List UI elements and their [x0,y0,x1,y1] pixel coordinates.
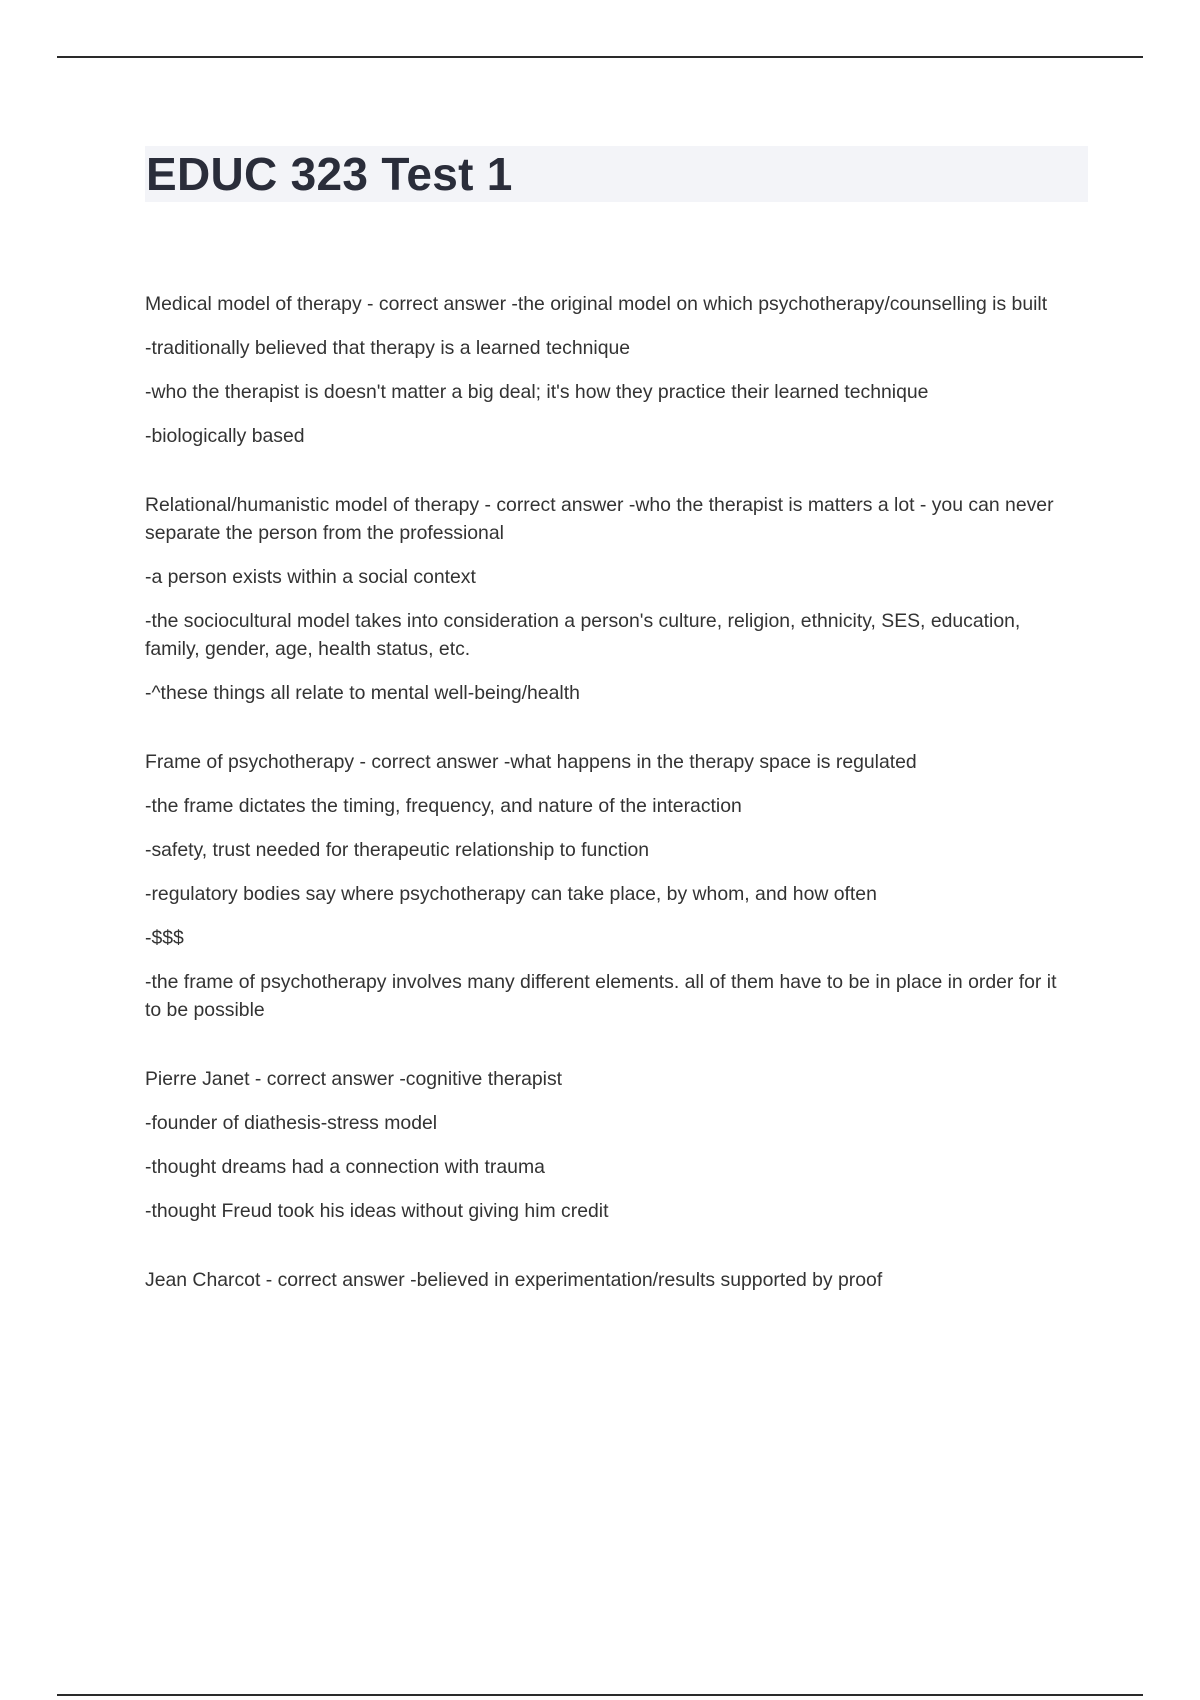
page-title: EDUC 323 Test 1 [146,148,513,200]
card-answer-line: -who the therapist is doesn't matter a big deal; it's how they practice their learned technique [145,381,929,403]
card-answer-line: -^these things all relate to mental well-being/health [145,682,580,704]
card-term-line: Pierre Janet - correct answer -cognitive therapist [145,1068,563,1090]
card-answer-line: -the frame dictates the timing, frequency, and nature of the interaction [145,795,742,817]
card-term-line: Relational/humanistic model of therapy - correct answer -who the therapist is matters a lot - you can never separate the person from the professional [145,494,1054,544]
flashcard-medical-model [145,290,1075,450]
card-answer-line: -the frame of psychotherapy involves many different elements. all of them have to be in place in order for it to be possible [145,971,1057,1021]
card-term-line: Frame of psychotherapy - correct answer -what happens in the therapy space is regulated [145,751,917,773]
top-rule [57,56,1143,58]
card-answer-line: -thought Freud took his ideas without giving him credit [145,1200,609,1222]
card-answer-line: -the sociocultural model takes into consideration a person's culture, religion, ethnicity, SES, education, family, gender, age, health status, etc. [145,610,1021,660]
flashcard-jean-charcot [145,1266,1075,1294]
flashcard-frame-of-psychotherapy [145,748,1075,1024]
card-answer-line: -thought dreams had a connection with trauma [145,1156,545,1178]
bottom-rule [57,1694,1143,1696]
card-answer-line: -biologically based [145,425,305,447]
card-answer-line: -founder of diathesis-stress model [145,1112,438,1134]
card-answer-line: -safety, trust needed for therapeutic relationship to function [145,839,650,861]
card-answer-line: -a person exists within a social context [145,566,476,588]
card-answer-line: -traditionally believed that therapy is a learned technique [145,337,631,359]
flashcard-relational-model [145,491,1075,707]
card-answer-line: -$$$ [145,927,184,949]
flashcard-pierre-janet [145,1065,1075,1225]
card-term-line: Medical model of therapy - correct answer -the original model on which psychotherapy/counselling is built [145,293,1048,315]
card-answer-line: -regulatory bodies say where psychotherapy can take place, by whom, and how often [145,883,877,905]
card-term-line: Jean Charcot - correct answer -believed in experimentation/results supported by proof [145,1269,883,1291]
flashcard-list [145,290,1075,1335]
